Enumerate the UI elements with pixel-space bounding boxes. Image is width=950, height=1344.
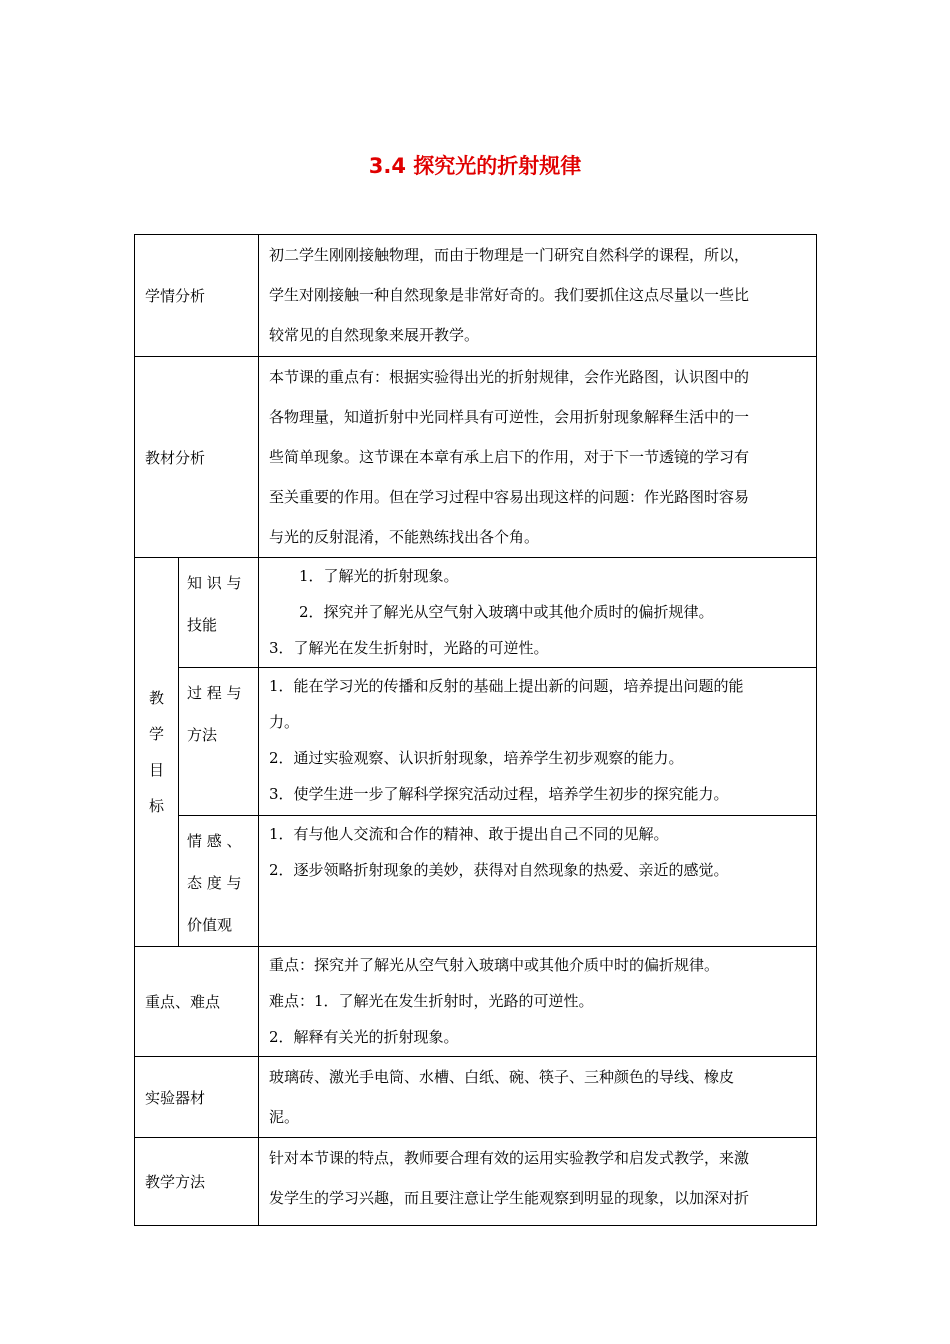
text-line: 难点：1．了解光在发生折射时，光路的可逆性。 — [269, 992, 594, 1010]
content-attitude-values — [259, 816, 817, 947]
content-student-analysis — [259, 235, 817, 357]
row-teaching-methods — [135, 1138, 817, 1226]
label-line: 情 感 、 — [187, 832, 242, 850]
label-textbook-analysis: 教材分析 — [135, 357, 259, 558]
text-line: 重点：探究并了解光从空气射入玻璃中或其他介质中时的偏折规律。 — [269, 956, 720, 974]
label-line: 知 识 与 — [187, 574, 242, 592]
text-line: 2．探究并了解光从空气射入玻璃中或其他介质时的偏折规律。 — [299, 603, 714, 621]
text-line: 2．解释有关光的折射现象。 — [269, 1028, 459, 1046]
row-goal-knowledge — [135, 558, 817, 668]
label-line: 价值观 — [187, 916, 233, 934]
text-line: 3．使学生进一步了解科学探究活动过程，培养学生初步的探究能力。 — [269, 785, 729, 803]
text-line: 初二学生刚刚接触物理，而由于物理是一门研究自然科学的课程，所以， — [269, 246, 750, 264]
label-char: 目 — [148, 761, 164, 779]
text-line: 2．逐步领略折射现象的美妙，获得对自然现象的热爱、亲近的感觉。 — [269, 861, 729, 879]
text-line: 些简单现象。这节课在本章有承上启下的作用，对于下一节透镜的学习有 — [269, 448, 750, 466]
text-line: 1．了解光的折射现象。 — [299, 567, 459, 585]
label-process-methods — [179, 668, 259, 816]
lesson-plan-table — [134, 234, 817, 1226]
content-key-difficult-points — [259, 947, 817, 1057]
label-line: 过 程 与 — [187, 684, 242, 702]
text-line: 玻璃砖、激光手电筒、水槽、白纸、碗、筷子、三种颜色的导线、橡皮 — [269, 1068, 735, 1086]
text-line: 本节课的重点有：根据实验得出光的折射规律，会作光路图，认识图中的 — [269, 368, 750, 386]
content-textbook-analysis — [259, 357, 817, 558]
label-char: 标 — [148, 797, 164, 815]
label-teaching-goals — [135, 558, 179, 947]
text-line: 泥。 — [269, 1108, 300, 1126]
label-knowledge-skills — [179, 558, 259, 668]
label-teaching-methods: 教学方法 — [135, 1138, 259, 1226]
text-line: 1．能在学习光的传播和反射的基础上提出新的问题，培养提出问题的能 — [269, 677, 744, 695]
content-equipment — [259, 1057, 817, 1138]
label-char: 学 — [148, 725, 164, 743]
label-line: 技能 — [187, 616, 218, 634]
text-line: 较常见的自然现象来展开教学。 — [269, 326, 480, 344]
text-line: 各物理量，知道折射中光同样具有可逆性，会用折射现象解释生活中的一 — [269, 408, 750, 426]
label-student-analysis: 学情分析 — [135, 235, 259, 357]
document-title: 3.4 探究光的折射规律 — [368, 154, 582, 178]
text-line: 3．了解光在发生折射时，光路的可逆性。 — [269, 639, 549, 657]
text-line: 力。 — [269, 713, 300, 731]
content-teaching-methods — [259, 1138, 817, 1226]
text-line: 2．通过实验观察、认识折射现象，培养学生初步观察的能力。 — [269, 749, 684, 767]
text-line: 1．有与他人交流和合作的精神、敢于提出自己不同的见解。 — [269, 825, 669, 843]
label-char: 教 — [148, 689, 164, 707]
label-attitude-values — [179, 816, 259, 947]
content-knowledge-skills — [259, 558, 817, 668]
row-student-analysis — [135, 235, 817, 357]
content-process-methods — [259, 668, 817, 816]
row-equipment — [135, 1057, 817, 1138]
row-goal-attitude — [135, 816, 817, 947]
label-line: 态 度 与 — [187, 874, 242, 892]
text-line: 学生对刚接触一种自然现象是非常好奇的。我们要抓住这点尽量以一些比 — [269, 286, 750, 304]
row-textbook-analysis — [135, 357, 817, 558]
label-equipment: 实验器材 — [135, 1057, 259, 1138]
row-goal-process — [135, 668, 817, 816]
row-key-points — [135, 947, 817, 1057]
text-line: 与光的反射混淆，不能熟练找出各个角。 — [269, 528, 540, 546]
text-line: 针对本节课的特点，教师要合理有效的运用实验教学和启发式教学，来激 — [269, 1149, 750, 1167]
label-line: 方法 — [187, 726, 218, 744]
label-key-difficult-points: 重点、难点 — [135, 947, 259, 1057]
text-line: 发学生的学习兴趣，而且要注意让学生能观察到明显的现象，以加深对折 — [269, 1189, 750, 1207]
text-line: 至关重要的作用。但在学习过程中容易出现这样的问题：作光路图时容易 — [269, 488, 750, 506]
